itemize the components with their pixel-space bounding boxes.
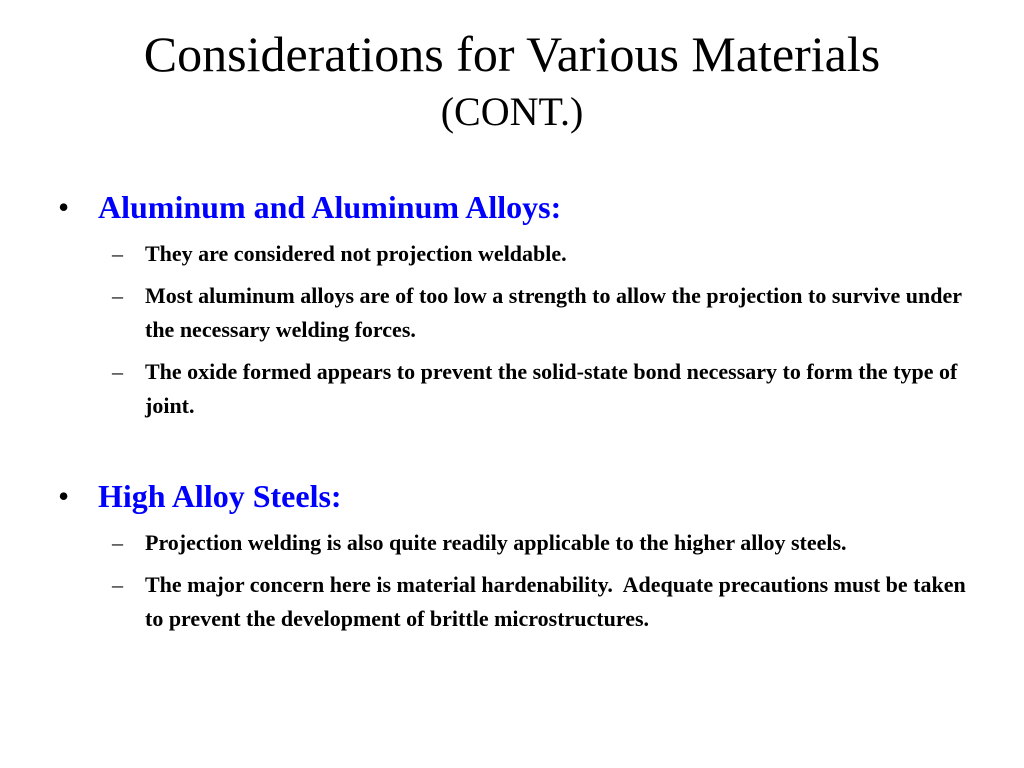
section-heading: Aluminum and Aluminum Alloys: (98, 189, 562, 225)
list-item (0, 568, 1024, 636)
list-item (0, 279, 1024, 347)
list-item-text: They are considered not projection weldable. (145, 241, 567, 266)
list-item-text: Most aluminum alloys are of too low a strength to allow the projection to survive under the necessary welding forces. (145, 283, 968, 342)
section-high-alloy-steels (0, 476, 1024, 636)
list-item (0, 355, 1024, 423)
slide-title-block (0, 22, 1024, 138)
bullet-row (0, 187, 1024, 227)
dash-icon: – (112, 283, 123, 308)
section-aluminum (0, 187, 1024, 423)
bullet-row (0, 476, 1024, 516)
slide-subtitle: (CONT.) (440, 89, 584, 134)
list-item-text: Projection welding is also quite readily applicable to the higher alloy steels. (145, 530, 847, 555)
bullet-icon: • (58, 478, 70, 514)
bullet-icon: • (58, 189, 70, 225)
slide-title: Considerations for Various Materials (143, 26, 881, 82)
list-item-text: The major concern here is material hardenability. Adequate precautions must be taken to prevent the development of brittle microstructures. (145, 572, 972, 631)
list-item (0, 526, 1024, 560)
dash-icon: – (112, 530, 123, 555)
section-heading: High Alloy Steels: (98, 478, 342, 514)
dash-icon: – (112, 359, 123, 384)
dash-icon: – (112, 241, 123, 266)
dash-icon: – (112, 572, 123, 597)
list-item-text: The oxide formed appears to prevent the solid-state bond necessary to form the type of joint. (145, 359, 963, 418)
list-item (0, 237, 1024, 271)
